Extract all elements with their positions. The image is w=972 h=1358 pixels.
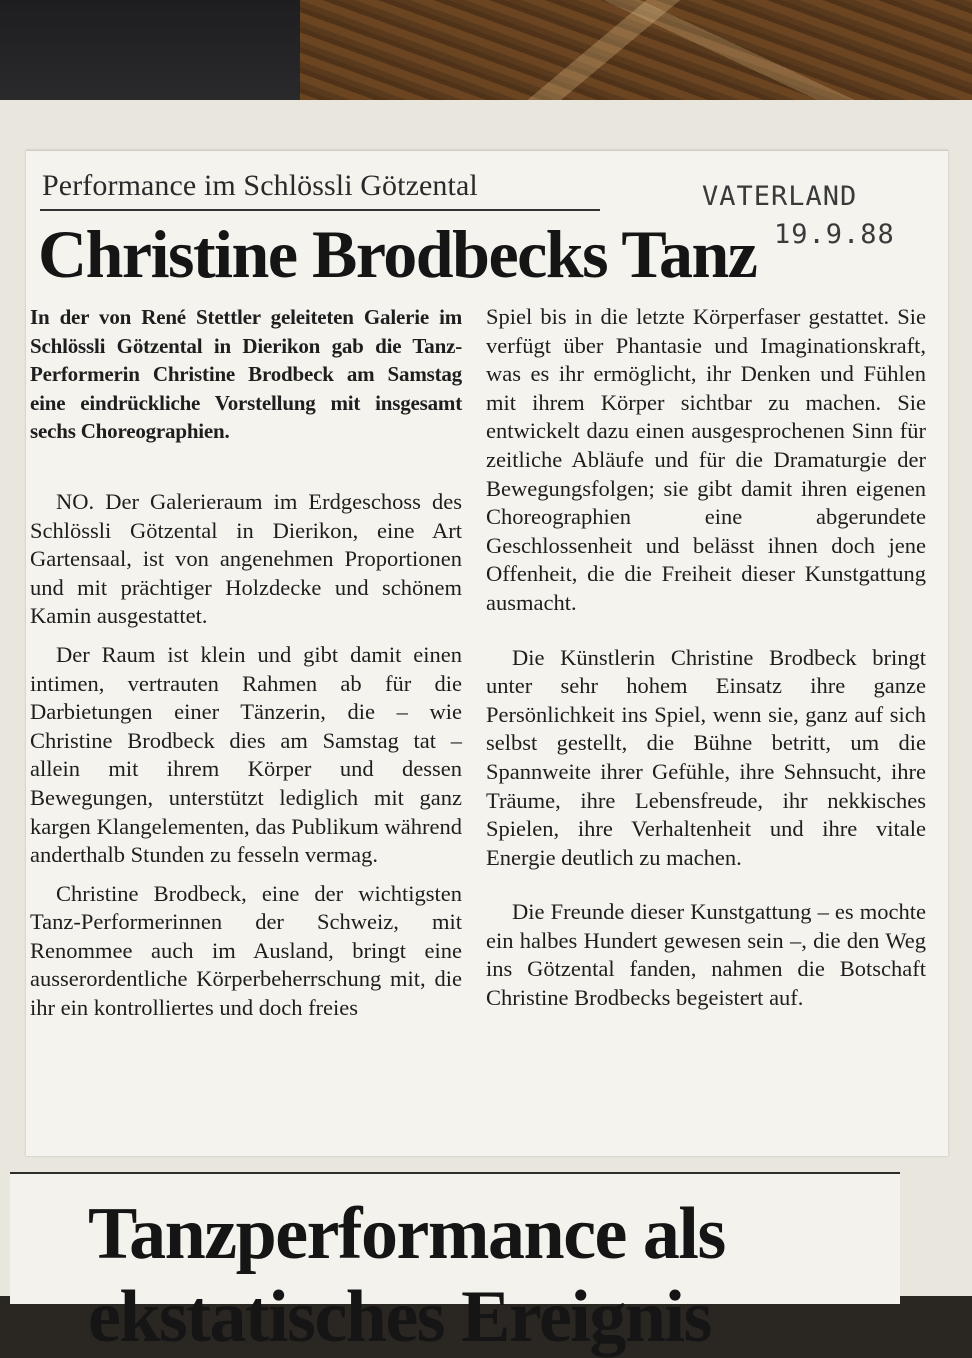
body-paragraph: Der Raum ist klein und gibt damit einen intimen, vertrauten Rahmen ab für die Darbietungen einer Tänzerin, die – wie Christine Brodbeck dies am Samstag tat – allein mit ihrem Körper und dessen Bewegungen, unterstützt lediglich mit ganz kargen Klangelementen, das Publikum während anderthalb Stunden zu fesseln vermag. [30, 641, 462, 868]
second-headline: Tanzperformance als [88, 1193, 725, 1275]
source-stamp: VATERLAND [702, 181, 858, 212]
body-paragraph: NO. Der Galerieraum im Erdgeschoss des Schlössli Götzental in Dierikon, eine Art Gartensaal, ist von angenehmen Proportionen und mit prächtiger Holzdecke und schönem Kamin ausgestattet. [30, 488, 462, 629]
second-newspaper-clipping [10, 1172, 900, 1358]
date-stamp: 19.9.88 [774, 219, 895, 250]
newspaper-clipping [26, 150, 948, 1156]
right-column [486, 303, 926, 1013]
kicker-underline [40, 209, 600, 211]
second-headline-cut-line [88, 1276, 848, 1358]
article-kicker: Performance im Schlössli Götzental [42, 169, 478, 202]
dark-table-corner [0, 0, 300, 110]
body-paragraph: Christine Brodbeck, eine der wichtigsten Tanz-Performerinnen der Schweiz, mit Renommee auch im Ausland, bringt eine ausserordentliche Körperbeherrschung mit, die ihr ein kontrolliertes und doch freies [30, 880, 462, 1021]
left-column [30, 303, 462, 1023]
article-headline: Christine Brodbecks Tanz [38, 216, 757, 292]
lead-paragraph: In der von René Stettler geleiteten Galerie im Schlössli Götzental in Dierikon gab die Tanz-Performerin Christine Brodbeck am Samstag eine eindrückliche Vorstellung mit insgesamt sechs Choreographien. [30, 305, 462, 444]
body-paragraph: Spiel bis in die letzte Körperfaser gestattet. Sie verfügt über Phantasie und Imaginationskraft, was es ihr ermöglicht, ihr Denken und Fühlen mit ihrem Körper sichtbar zu machen. Sie entwickelt dazu einen ausgesprochenen Sinn für zeitliche Abläufe und für die Dramaturgie der Bewegungsfolgen; sie gibt damit ihren eigenen Choreographien eine abgerundete Geschlossenheit und belässt ihnen doch jene Offenheit, die die Freiheit dieser Kunstgattung ausmacht. [486, 304, 926, 615]
body-paragraph: Die Freunde dieser Kunstgattung – es mochte ein halbes Hundert gewesen sein –, die den Weg ins Götzental fanden, nahmen die Botschaft Christine Brodbecks begeistert auf. [486, 899, 926, 1011]
second-headline-line2: ekstatisches Ereignis [88, 1276, 711, 1358]
body-paragraph: Die Künstlerin Christine Brodbeck bringt unter sehr hohem Einsatz ihre ganze Persönlichkeit ins Spiel, wenn sie, ganz auf sich selbst gestellt, die Bühne betritt, um die Spannweite ihrer Gefühle, ihre Sehnsucht, ihre Träume, ihre Lebensfreude, ihr nekkisches Spielen, ihre Verhaltenheit und ihre vitale Energie deutlich zu machen. [486, 644, 926, 870]
